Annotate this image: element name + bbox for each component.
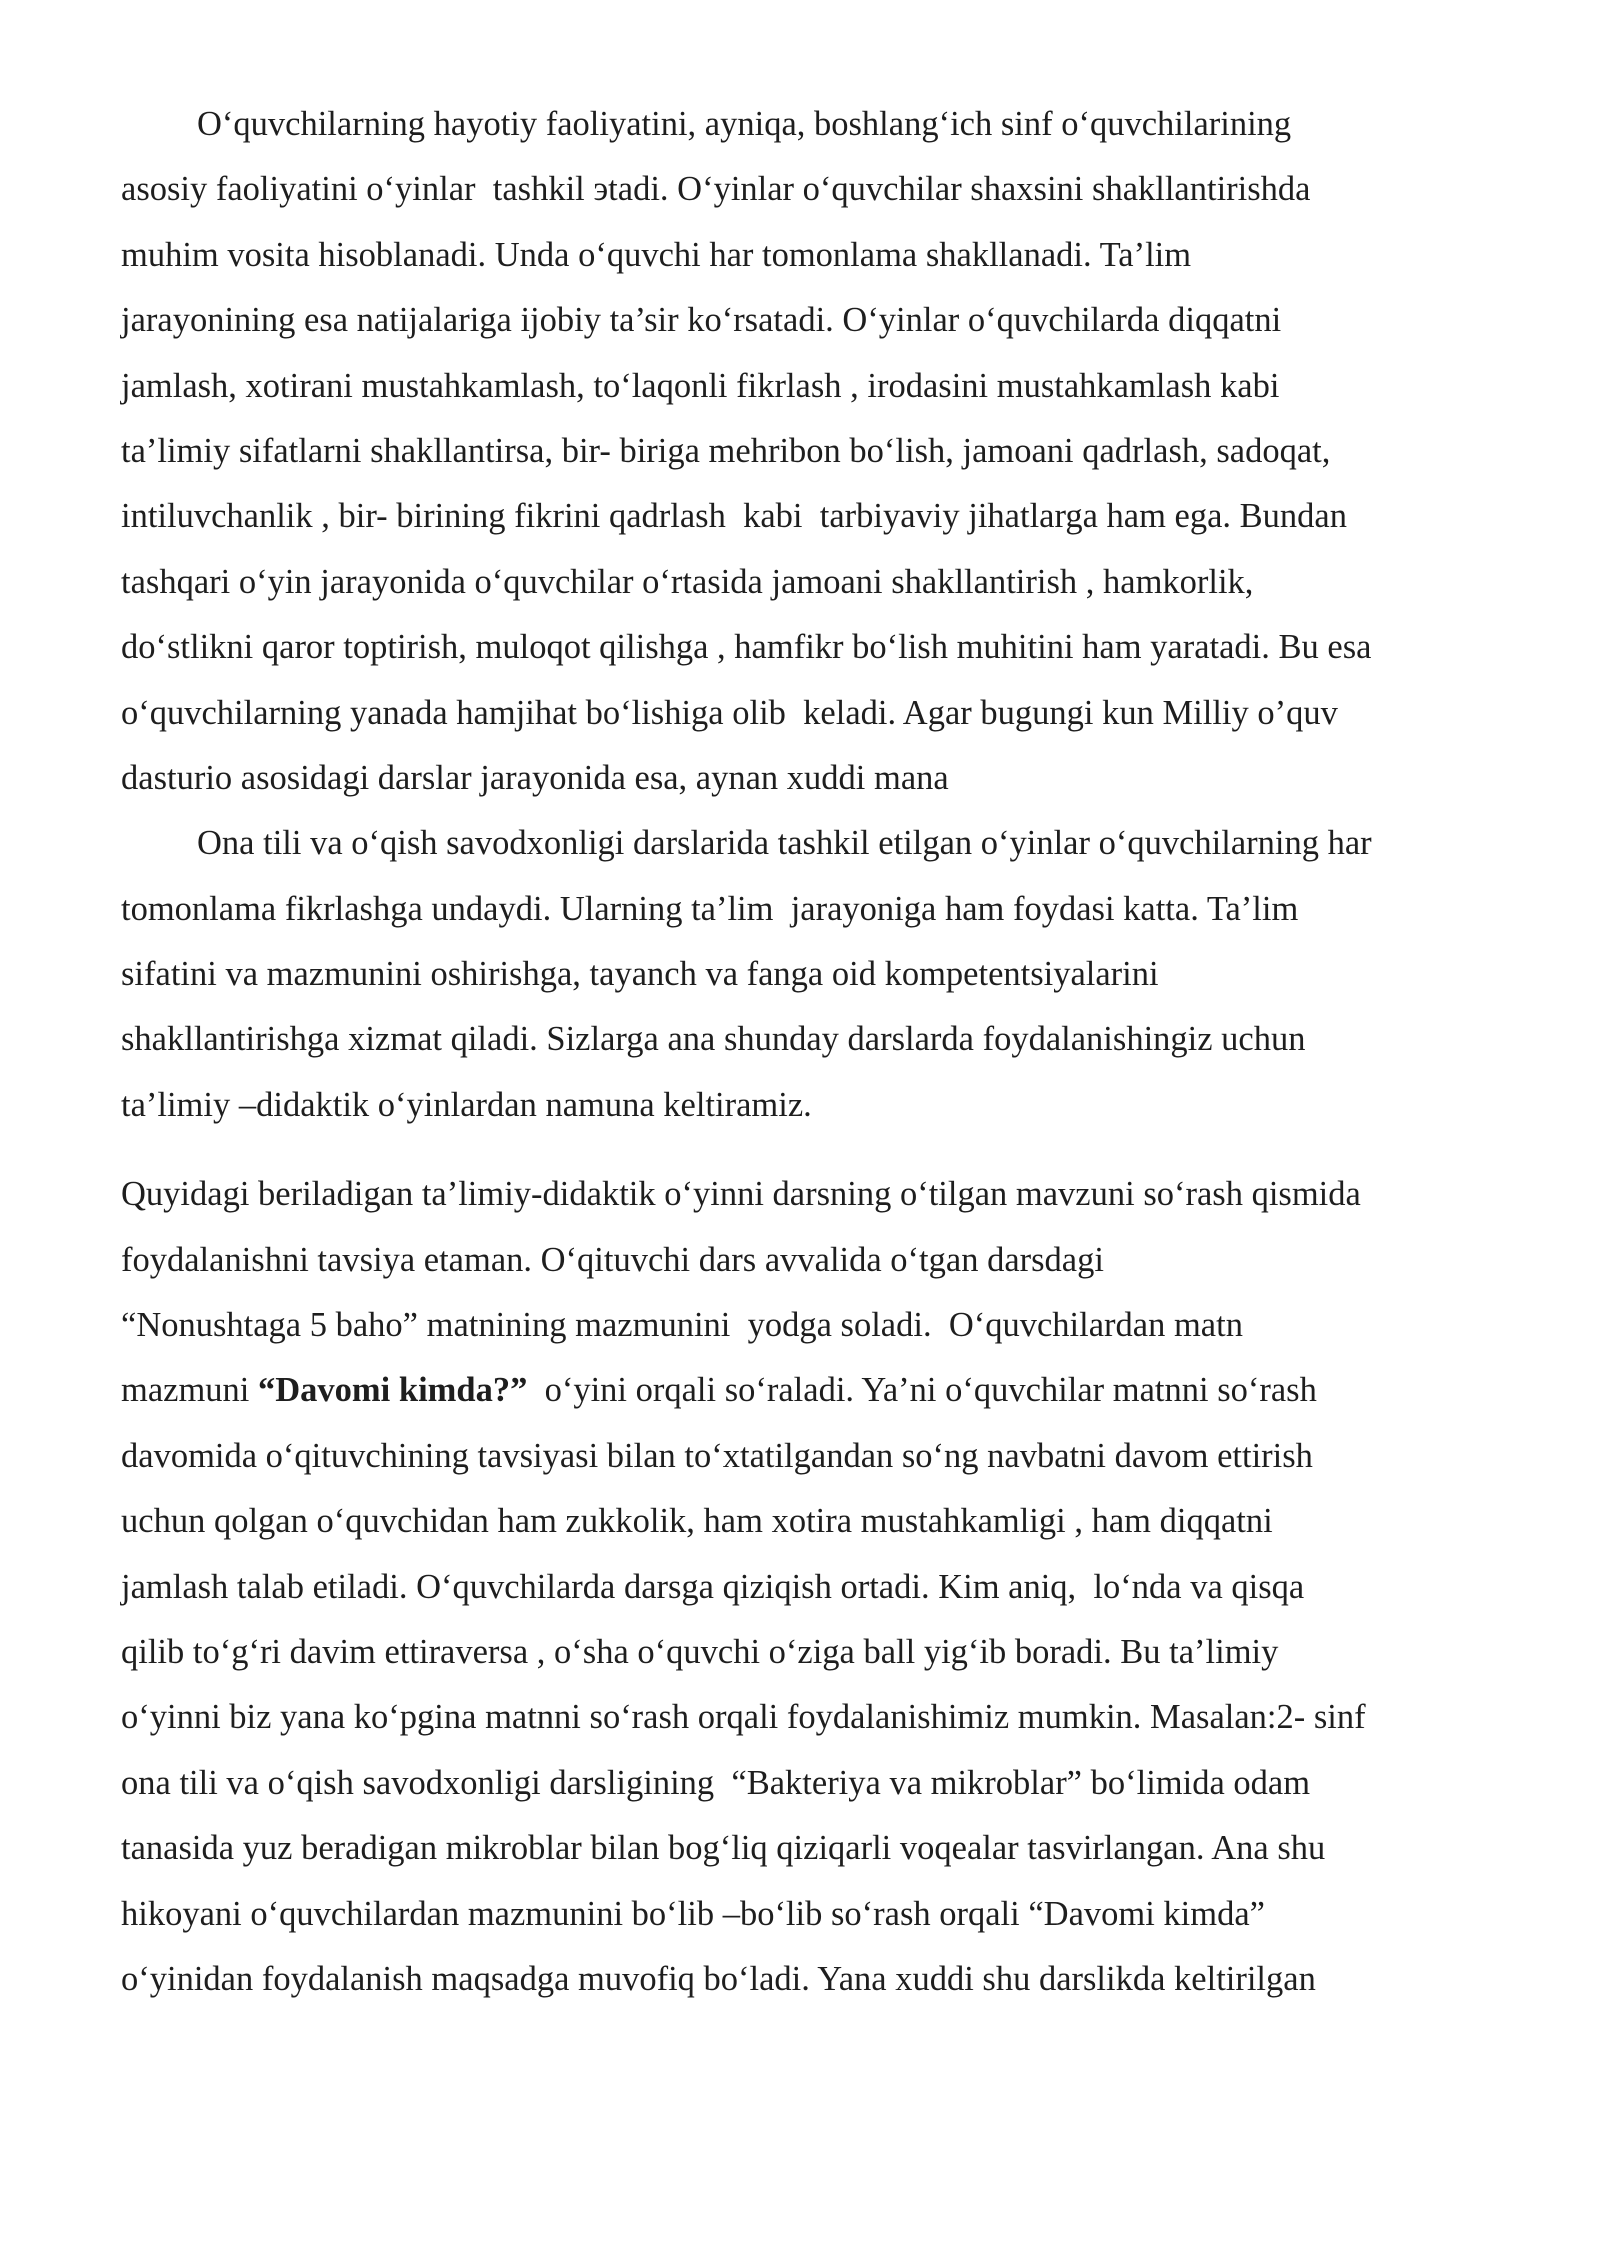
text-line: jamlash talab etiladi. Oʻquvchilarda darsga qiziqish ortadi. Kim aniq, loʻnda va qisqa: [121, 1567, 1305, 1606]
text-line: jamlash, xotirani mustahkamlash, toʻlaqonli fikrlash , irodasini mustahkamlash kabi: [121, 366, 1280, 405]
text-segment: mazmuni: [121, 1371, 259, 1410]
text-line: oʻquvchilarning yanada hamjihat boʻlishiga olib keladi. Agar bugungi kun Milliy o’quv: [121, 693, 1338, 732]
text-line: ta’limiy –didaktik oʻyinlardan namuna keltiramiz.: [121, 1085, 812, 1124]
text-line: ta’limiy sifatlarni shakllantirsa, bir- biriga mehribon boʻlish, jamoani qadrlash, sadoqat,: [121, 431, 1331, 470]
document-body: [121, 92, 1505, 2012]
paragraph-1: [121, 92, 1505, 811]
text-line: Oʻquvchilarning hayotiy faoliyatini, ayniqa, boshlangʻich sinf oʻquvchilarining: [197, 105, 1292, 143]
paragraph-spacing: [121, 1138, 1505, 1162]
text-line: shakllantirishga xizmat qiladi. Sizlarga ana shunday darslarda foydalanishingiz uchun: [121, 1020, 1306, 1059]
text-line: oʻyinidan foydalanish maqsadga muvofiq boʻladi. Yana xuddi shu darslikda keltirilgan: [121, 1959, 1316, 1998]
paragraph-2: [121, 811, 1505, 1138]
text-line: uchun qolgan oʻquvchidan ham zukkolik, ham xotira mustahkamligi , ham diqqatni: [121, 1502, 1273, 1541]
text-line: davomida oʻqituvchining tavsiyasi bilan toʻxtatilgandan soʻng navbatni davom ettirish: [121, 1436, 1313, 1475]
paragraph-3: [121, 1162, 1505, 2012]
text-line: oʻyinni biz yana koʻpgina matnni soʻrash orqali foydalanishimiz mumkin. Masalan:2- sinf: [121, 1698, 1366, 1737]
text-line: tanasida yuz beradigan mikroblar bilan bogʻliq qiziqarli voqealar tasvirlangan. Ana shu: [121, 1829, 1326, 1868]
text-line: Quyidagi beriladigan ta’limiy-didaktik oʻyinni darsning oʻtilgan mavzuni soʻrash qismida: [121, 1175, 1361, 1214]
text-line: foydalanishni tavsiya etaman. Oʻqituvchi dars avvalida oʻtgan darsdagi: [121, 1240, 1104, 1279]
text-segment: oʻyini orqali soʻraladi. Ya’ni oʻquvchilar matnni soʻrash: [535, 1371, 1317, 1410]
text-line: intiluvchanlik , bir- birining fikrini qadrlash kabi tarbiyaviy jihatlarga ham ega. Bundan: [121, 497, 1347, 536]
text-line: muhim vosita hisoblanadi. Unda oʻquvchi har tomonlama shakllanadi. Ta’lim: [121, 235, 1192, 274]
text-line: “Nonushtaga 5 baho” matnining mazmunini yodga soladi. Oʻquvchilardan matn: [121, 1306, 1243, 1345]
text-line: sifatini va mazmunini oshirishga, tayanch va fanga oid kompetentsiyalarini: [121, 955, 1159, 994]
text-line: doʻstlikni qaror toptirish, muloqot qilishga , hamfikr boʻlish muhitini ham yaratadi. Bu esa: [121, 628, 1372, 667]
text-line: ona tili va oʻqish savodxonligi darsligining “Bakteriya va mikroblar” boʻlimida odam: [121, 1763, 1311, 1802]
text-line: tashqari oʻyin jarayonida oʻquvchilar oʻrtasida jamoani shakllantirish , hamkorlik,: [121, 562, 1254, 601]
text-line: jarayonining esa natijalariga ijobiy ta’sir koʻrsatadi. Oʻyinlar oʻquvchilarda diqqatni: [121, 301, 1282, 340]
text-line: dasturio asosidagi darslar jarayonida esa, aynan xuddi mana: [121, 758, 949, 797]
game-title: “Davomi kimda?”: [258, 1371, 536, 1410]
text-line: Ona tili va oʻqish savodxonligi darslarida tashkil etilgan oʻyinlar oʻquvchilarning har: [197, 824, 1372, 863]
text-line: tomonlama fikrlashga undaydi. Ularning ta’lim jarayoniga ham foydasi katta. Ta’lim: [121, 889, 1299, 928]
text-line-with-game-title: [121, 1358, 1505, 1423]
text-line: asosiy faoliyatini oʻyinlar tashkil эtadi. Oʻyinlar oʻquvchilar shaxsini shakllantirishda: [121, 170, 1311, 209]
text-line: hikoyani oʻquvchilardan mazmunini boʻlib –boʻlib soʻrash orqali “Davomi kimda”: [121, 1894, 1265, 1933]
text-line: qilib toʻgʻri davim ettiraversa , oʻsha oʻquvchi oʻziga ball yigʻib boradi. Bu ta’limiy: [121, 1632, 1279, 1671]
